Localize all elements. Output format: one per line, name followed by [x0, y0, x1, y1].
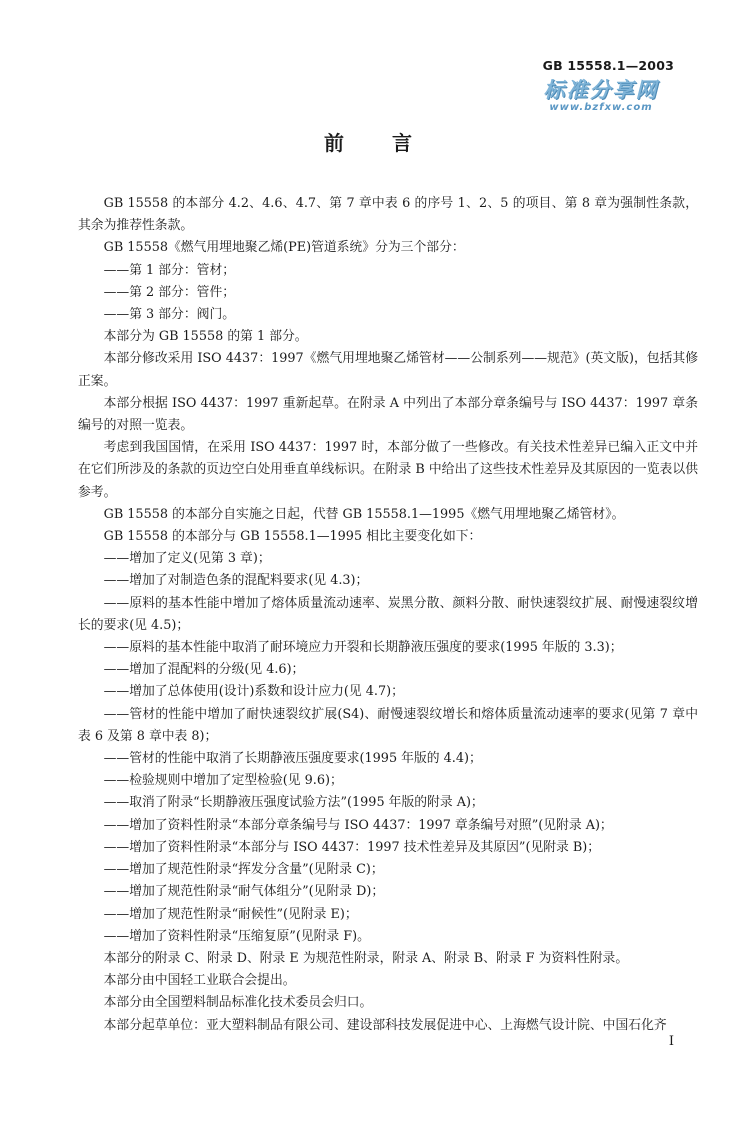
paragraph: 本部分由中国轻工业联合会提出。	[103, 973, 296, 989]
paragraph: 本部分为 GB 15558 的第 1 部分。	[103, 329, 308, 345]
paragraph: ——增加了规范性附录“耐气体组分”(见附录 D)；	[103, 884, 385, 900]
standard-code: GB 15558.1—2003	[542, 58, 674, 73]
paragraph: ——增加了规范性附录“挥发分含量”(见附录 C)；	[103, 862, 384, 878]
paragraph: ——原料的基本性能中取消了耐环境应力开裂和长期静液压强度的要求(1995 年版的 3.3)；	[103, 640, 623, 656]
paragraph: ——原料的基本性能中增加了熔体质量流动速率、炭黑分散、颜料分散、耐快速裂纹扩展、耐慢速裂纹增长的要求(见 4.5)；	[78, 595, 698, 633]
site-watermark-logo	[531, 78, 671, 114]
paragraph: ——第 1 部分：管材；	[103, 262, 236, 278]
paragraph: ——增加了资料性附录“本部分章条编号与 ISO 4437：1997 章条编号对照”(见附录 A)；	[103, 817, 613, 833]
paragraph: 本部分修改采用 ISO 4437：1997《燃气用埋地聚乙烯管材——公制系列——规范》(英文版)，包括其修正案。	[78, 351, 698, 389]
page-title: 前言	[324, 131, 460, 155]
paragraph: ——增加了资料性附录“本部分与 ISO 4437：1997 技术性差异及其原因”(见附录 B)；	[103, 839, 601, 855]
preface-body	[78, 193, 698, 1037]
paragraph: ——增加了混配料的分级(见 4.6)；	[103, 662, 305, 678]
paragraph: ——增加了资料性附录“压缩复原”(见附录 F)。	[103, 928, 370, 944]
paragraph: ——增加了规范性附录“耐候性”(见附录 E)；	[103, 906, 358, 922]
paragraph: ——检验规则中增加了定型检验(见 9.6)；	[103, 773, 343, 789]
paragraph: GB 15558 的本部分与 GB 15558.1—1995 相比主要变化如下：	[103, 529, 482, 545]
page-number: I	[668, 1034, 674, 1049]
paragraph: 本部分起草单位：亚大塑料制品有限公司、建设部科技发展促进中心、上海燃气设计院、中国石化齐	[103, 1017, 667, 1033]
paragraph: 本部分由全国塑料制品标准化技术委员会归口。	[103, 995, 373, 1011]
paragraph: 本部分的附录 C、附录 D、附录 E 为规范性附录，附录 A、附录 B、附录 F 为资料性附录。	[103, 950, 629, 966]
paragraph: ——增加了定义(见第 3 章)；	[103, 551, 271, 567]
paragraph: ——管材的性能中取消了长期静液压强度要求(1995 年版的 4.4)；	[103, 751, 482, 767]
paragraph: ——取消了附录“长期静液压强度试验方法”(1995 年版的附录 A)；	[103, 795, 484, 811]
paragraph: 考虑到我国国情，在采用 ISO 4437：1997 时，本部分做了一些修改。有关技术性差异已编入正文中并在它们所涉及的条款的页边空白处用垂直单线标识。在附录 B 中给出了这些技术性差异及其原因的一览表以供参考。	[78, 440, 698, 500]
paragraph: ——管材的性能中增加了耐快速裂纹扩展(S4)、耐慢速裂纹增长和熔体质量流动速率的要求(见第 7 章中表 6 及第 8 章中表 8)；	[78, 706, 698, 744]
paragraph: ——增加了对制造色条的混配料要求(见 4.3)；	[103, 573, 369, 589]
paragraph: ——增加了总体使用(设计)系数和设计应力(见 4.7)；	[103, 684, 404, 700]
paragraph: GB 15558《燃气用埋地聚乙烯(PE)管道系统》分为三个部分：	[103, 240, 465, 256]
watermark-main-text: 标准分享网	[543, 78, 659, 102]
paragraph: ——第 2 部分：管件；	[103, 284, 236, 300]
paragraph: ——第 3 部分：阀门。	[103, 307, 236, 323]
watermark-url-text: www.bzfxw.com	[549, 102, 653, 113]
paragraph: GB 15558 的本部分自实施之日起，代替 GB 15558.1—1995《燃气用埋地聚乙烯管材》。	[103, 506, 625, 522]
paragraph: GB 15558 的本部分 4.2、4.6、4.7、第 7 章中表 6 的序号 1、2、5 的项目、第 8 章为强制性条款，其余为推荐性条款。	[78, 196, 698, 234]
paragraph: 本部分根据 ISO 4437：1997 重新起草。在附录 A 中列出了本部分章条编号与 ISO 4437：1997 章条编号的对照一览表。	[78, 395, 698, 434]
